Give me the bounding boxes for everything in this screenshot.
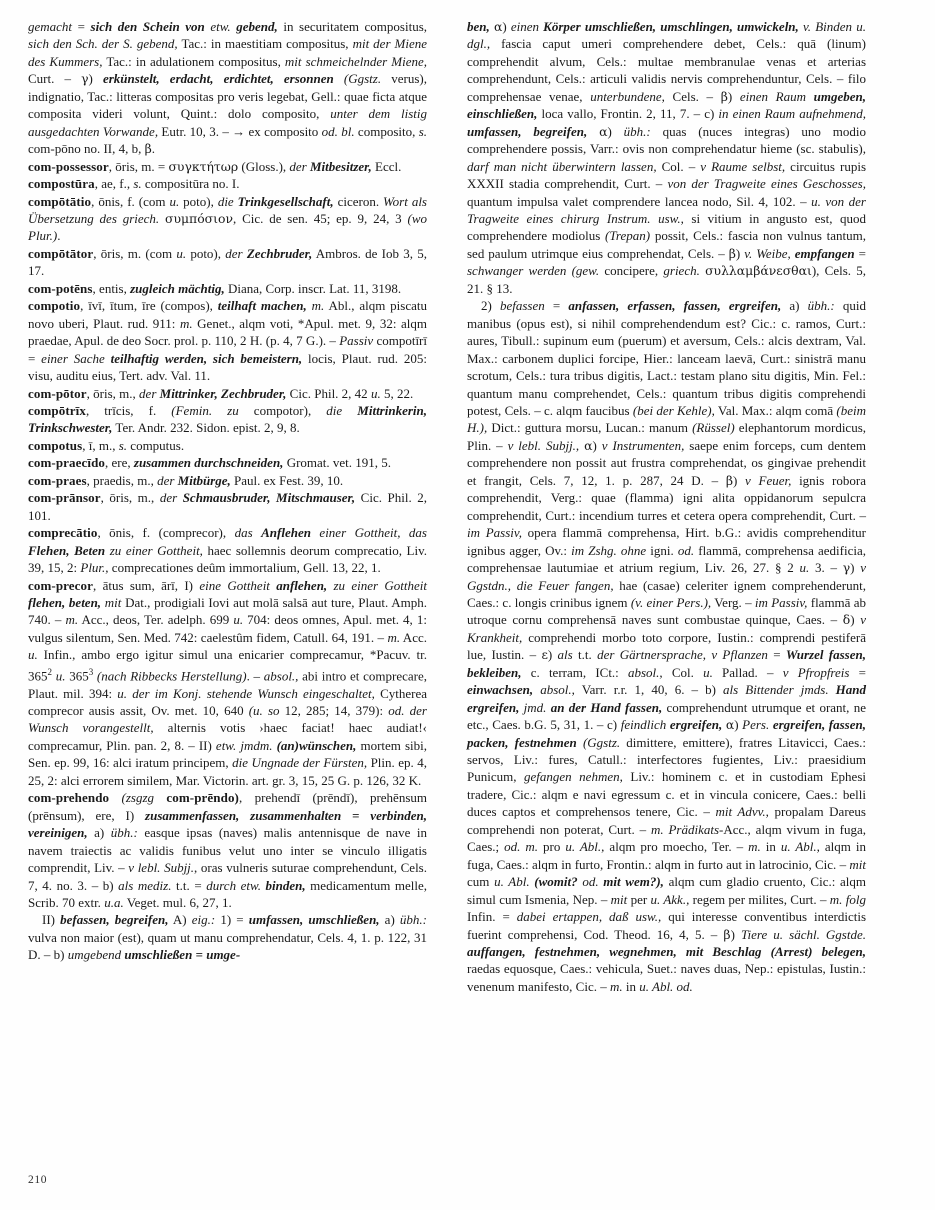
dictionary-entry: com-prehendo (zsgzg com-prēndo), prehendī (prēndī), prehēnsum (prēnsum), ere, I) zusammenfassen, zusammenhalten = verbinden, vereinigen, a) übh.: easque ipsas (naves) malis antennisque de nave in navem traiectis ac validis funibus velut uno inter se vinculo illigatis comprendit, Liv. – v lebl. Subjj., oras vulneris suturae comprehendunt, Cels. 7, 4. no. 3. – b) als mediz. t.t. = durch etw. binden, medicamentum melle, Scrib. 70 extr. u.a. Veget. mul. 6, 27, 1.	[28, 790, 428, 910]
paragraph-alpha-koerper: ben, α) einen Körper umschließen, umschlingen, umwickeln, v. Binden u. dgl., fascia caput umeri comprehendere debet, Cels.: quā (linum) comprehendit alvum, Cels.: multae membranulae venas et arterias comprehendunt, Cels.: articuli validis nervis comprehenduntur, Cels. – filo comprehensae venae, unterbundene, Cels. – β) einen Raum umgeben, einschließen, loca vallo, Frontin. 2, 11, 7. – c) in einen Raum aufnehmend, umfassen, begreifen, α) übh.: quas (nuces integras) uno modio comprehendere possis, Varr.: ovis non comprehendatur hieme (sc. stabulis), darf man nicht überwintern lassen, Col. – v Raume selbst, circuitus rupis XXXII stadia comprehendit, Curt. – von der Tragweite eines Geschosses, quantum impulsa valet comprendere lancea nodo, Sil. 4, 102. – u. von der Tragweite eines chirurg Instrum. usw., si vitium in angusto est, quod comprehendere modiolus (Trepan) possit, Cels.: fascia non vulnus tantum, sed paulum utrimque eius comprehendat, Cels. – β) v. Weibe, empfangen = schwanger werden (gew. concipere, griech. συλλαμβάνεσθαι), Cels. 5, 21. § 13.	[467, 19, 866, 296]
dictionary-entry: compōtātor, ōris, m. (com u. poto), der Zechbruder, Ambros. de Iob 3, 5, 17.	[28, 245, 427, 279]
dictionary-entry: com-potēns, entis, zugleich mächtig, Diana, Corp. inscr. Lat. 11, 3198.	[28, 280, 402, 296]
dictionary-entry: compōtrīx, trīcis, f. (Femin. zu compotor), die Mittrinkerin, Trinkschwester, Ter. Andr. 232. Sidon. epist. 2, 9, 8.	[28, 402, 427, 436]
dictionary-entry: comprecātio, ōnis, f. (comprecor), das Anflehen einer Gottheit, das Flehen, Beten zu einer Gottheit, haec sollemnis deorum comprecatio, Liv. 39, 15, 2: Plur., comprecationes deûm immortalium, Gell. 13, 22, 1.	[28, 525, 427, 576]
left-column	[28, 18, 427, 1158]
paragraph-sense-II: II) befassen, begreifen, A) eig.: 1) = umfassen, umschließen, a) übh.: vulva non maior (est), quam ut manu comprehendatur, Cels. 4, 1. p. 122, 31 D. – b) umgebend umschließen = umge-	[28, 912, 427, 963]
paragraph-sense-2-befassen: 2) befassen = anfassen, erfassen, fassen, ergreifen, a) übh.: quid manibus (opus est), si nihil comprehendendum est? Cic.: c. ramos, Curt.: aures, Tibull.: supinum eum (puerum) et aversum, Cels.: alcis dextram, Val. Max.: carbonem duplici forcipe, Hier.: lanceam laevā, Curt.: sinistrā manu scrotum, Cels.: tura tribus digitis, Lact.: testam plano situ digitis, Min. Fel.: quantum manu comprehendet, Cels.: quantum tribus digitis comprehendi potest, Cels. – c. alqm faucibus (bei der Kehle), Val. Max.: alqm comā (beim H.), Dict.: guttura morsu, Lucan.: manum (Rüssel) elephantorum mordicus, Plin. – v lebl. Subjj., α) v Instrumenten, saepe enim forceps, cum dentem comprehendere non possit aut frustra comprehendat, os gingivae prehendit et frangit, Cels. 7, 12, 1. p. 287, 24 D. – β) v Feuer, ignis robora comprehendit, Verg.: quae (flamma) igni alita oppidanorum sepulcra comprehendit, Curt.: incendium turres et cetera opera comprehendit, Curt. – im Passiv, opera flammā comprehensa, Hirt. b.G.: avidis comprehenditur ignibus agger, Ov.: im Zshg. ohne igni. od. flammā, comprehensa aedificia, comprehensae lautumiae et atrium regium, Liv. 26, 27. § 2 u. 3. – γ) v Ggstdn., die Feuer fangen, hae (casae) celeriter ignem comprehenderunt, Caes.: c. longis crinibus ignem (v. einer Pers.), Verg. – im Passiv, flammā ab utroque cornu comprehensā naves sunt combustae quinque, Caes. – δ) v Krankheit, comprehendi morbo toto corpore, Iustin.: comprendi pestiferā lue, Iustin. – ε) als t.t. der Gärtnersprache, v Pflanzen = Wurzel fassen, bekleiben, c. terram, ICt.: absol., Col. u. Pallad. – v Pfropfreis = einwachsen, absol., Varr. r.r. 1, 40, 6. – b) als Bittender jmds. Hand ergreifen, jmd. an der Hand fassen, comprehendunt utrumque et orant, ne etc., Caes. b.G. 5, 31, 1. – c) feindlich ergreifen, α) Pers. ergreifen, fassen, packen, festnehmen (Ggstz. dimittere, emittere), fratres Litavicci, Caes.: servos, Liv.: fures, Catull.: interfectores fugientes, Liv.: praesidium Punicum, gefangen nehmen, Liv.: hominem c. et in custodiam Ephesi tradere, Cic.: alqm e navi egressum c. et in vincula conicere, Caes.: belli duces captos et comprehensos tenere, Cic. – mit Advv., propalam Dareus comprehendi non poterat, Curt. – m. Prädikats-Acc., alqm vivum in fuga, Caes.; od. m. pro u. Abl., alqm pro moecho, Ter. – m. in u. Abl., alqm in fuga, Caes.: alqm in furto, Frontin.: alqm in furto aut in latrocinio, Cic. – mit cum u. Abl. (womit? od. mit wem?), alqm cum gladio cruento, Cic.: alqm simul cum Ismenia, Nep. – mit per u. Akk., regem per milites, Curt. – m. folg Infin. = dabei ertappen, daß usw., qui interesse conventibus interdictis fuerint comprehensi, Cod. Theod. 16, 4, 5. – β) Tiere u. sächl. Ggstde. auffangen, festnehmen, wegnehmen, mit Beschlag (Arrest) belegen, raedas equosque, Caes.: vehicula, Suet.: naves duas, Nep.: epistulas, Iustin.: venenum manifesto, Cic. – m. in u. Abl. od.	[467, 298, 867, 994]
page-number: 210	[28, 1174, 48, 1186]
right-column	[467, 18, 866, 1158]
paragraph-compositus-tail: gemacht = sich den Schein von etw. gebend, in securitatem compositus, sich den Sch. der S. gebend, Tac.: in maestitiam compositus, mit der Miene des Kummers, Tac.: in adulationem compositus, mit schmeichelnder Miene, Curt. – γ) erkünstelt, erdacht, erdichtet, ersonnen (Ggstz. verus), indignatio, Tac.: litteras compositas pro veris legebat, Gell.: quae ficta atque composita videri volunt, Quint.: dolo composito, unter dem listig ausgedachten Vorwande, Eutr. 10, 3. – → ex composito od. bl. composito, s. com-pōno no. II, 4, b, β.	[28, 19, 428, 157]
dictionary-entry: compotus, ī, m., s. computus.	[28, 437, 185, 453]
dictionary-entry: com-praecīdo, ere, zusammen durchschneiden, Gromat. vet. 191, 5.	[28, 455, 392, 471]
dictionary-entry: com-precor, ātus sum, ārī, I) eine Gottheit anflehen, zu einer Gottheit flehen, beten, mit Dat., prodigiali Iovi aut molā salsā aut ture, Plaut. Amph. 740. – m. Acc., deos, Ter. adelph. 699 u. 704: deos omnes, Apul. met. 4, 1: vulgus silentum, Sen. Med. 742: caelestûm fidem, Catull. 64, 191. – m. Acc. u. Infin., ambo ergo igitur simul una enicarier comprecamur, *Pacuv. tr. $365^2$ u. $365^3$ (nach Ribbecks Herstellung). – absol., abi intro et comprecare, Plaut. mil. 394: u. der im Konj. stehende Wunsch eingeschaltet, Cytherea comprecor ausis assit, Ov. met. 10, 640 (u. so 12, 285; 14, 379): od. der Wunsch vorangestellt, alternis votis ›haec faciat! haec audiat!‹ comprecamur, Plin. pan. 2, 8. – II) etw. jmdm. (an)wünschen, mortem sibi, Sen. ep. 99, 16: alci iratum principem, die Ungnade der Fürsten, Plin. ep. 4, 25, 2: alci errorem similem, Mar. Victorin. art. gr. 3, 15, 25 G. p. 126, 32 K.	[28, 577, 428, 788]
two-column-body	[28, 18, 908, 1158]
dictionary-entry: compōtātio, ōnis, f. (com u. poto), die Trinkgesellschaft, ciceron. Wort als Übersetzung des griech. συμπόσιον, Cic. de sen. 45; ep. 9, 24, 3 (wo Plur.).	[28, 193, 427, 244]
dictionary-entry: com-prānsor, ōris, m., der Schmausbruder, Mitschmauser, Cic. Phil. 2, 101.	[28, 490, 427, 523]
dictionary-entry: com-praes, praedis, m., der Mitbürge, Paul. ex Fest. 39, 10.	[28, 472, 344, 488]
dictionary-entry: compostūra, ae, f., s. compositūra no. I.	[28, 176, 240, 192]
dictionary-entry: compotio, īvī, ītum, īre (compos), teilhaft machen, m. Abl., alqm piscatu novo uberi, Plaut. rud. 911: m. Genet., alqm voti, *Apul. met. 9, 32: alqm praedae, Apul. de deo Socr. prol. p. 110, 2 H. (p. 4, 7 G.). – Passiv compotīrī = einer Sache teilhaftig werden, sich bemeistern, locis, Plaut. rud. 205: visu, auditu eius, Tert. adv. Val. 11.	[28, 298, 428, 384]
dictionary-entry: com-pōtor, ōris, m., der Mittrinker, Zechbruder, Cic. Phil. 2, 42 u. 5, 22.	[28, 385, 414, 401]
dictionary-entry: com-possessor, ōris, m. = συγκτήτωρ (Gloss.), der Mitbesitzer, Eccl.	[28, 158, 402, 174]
